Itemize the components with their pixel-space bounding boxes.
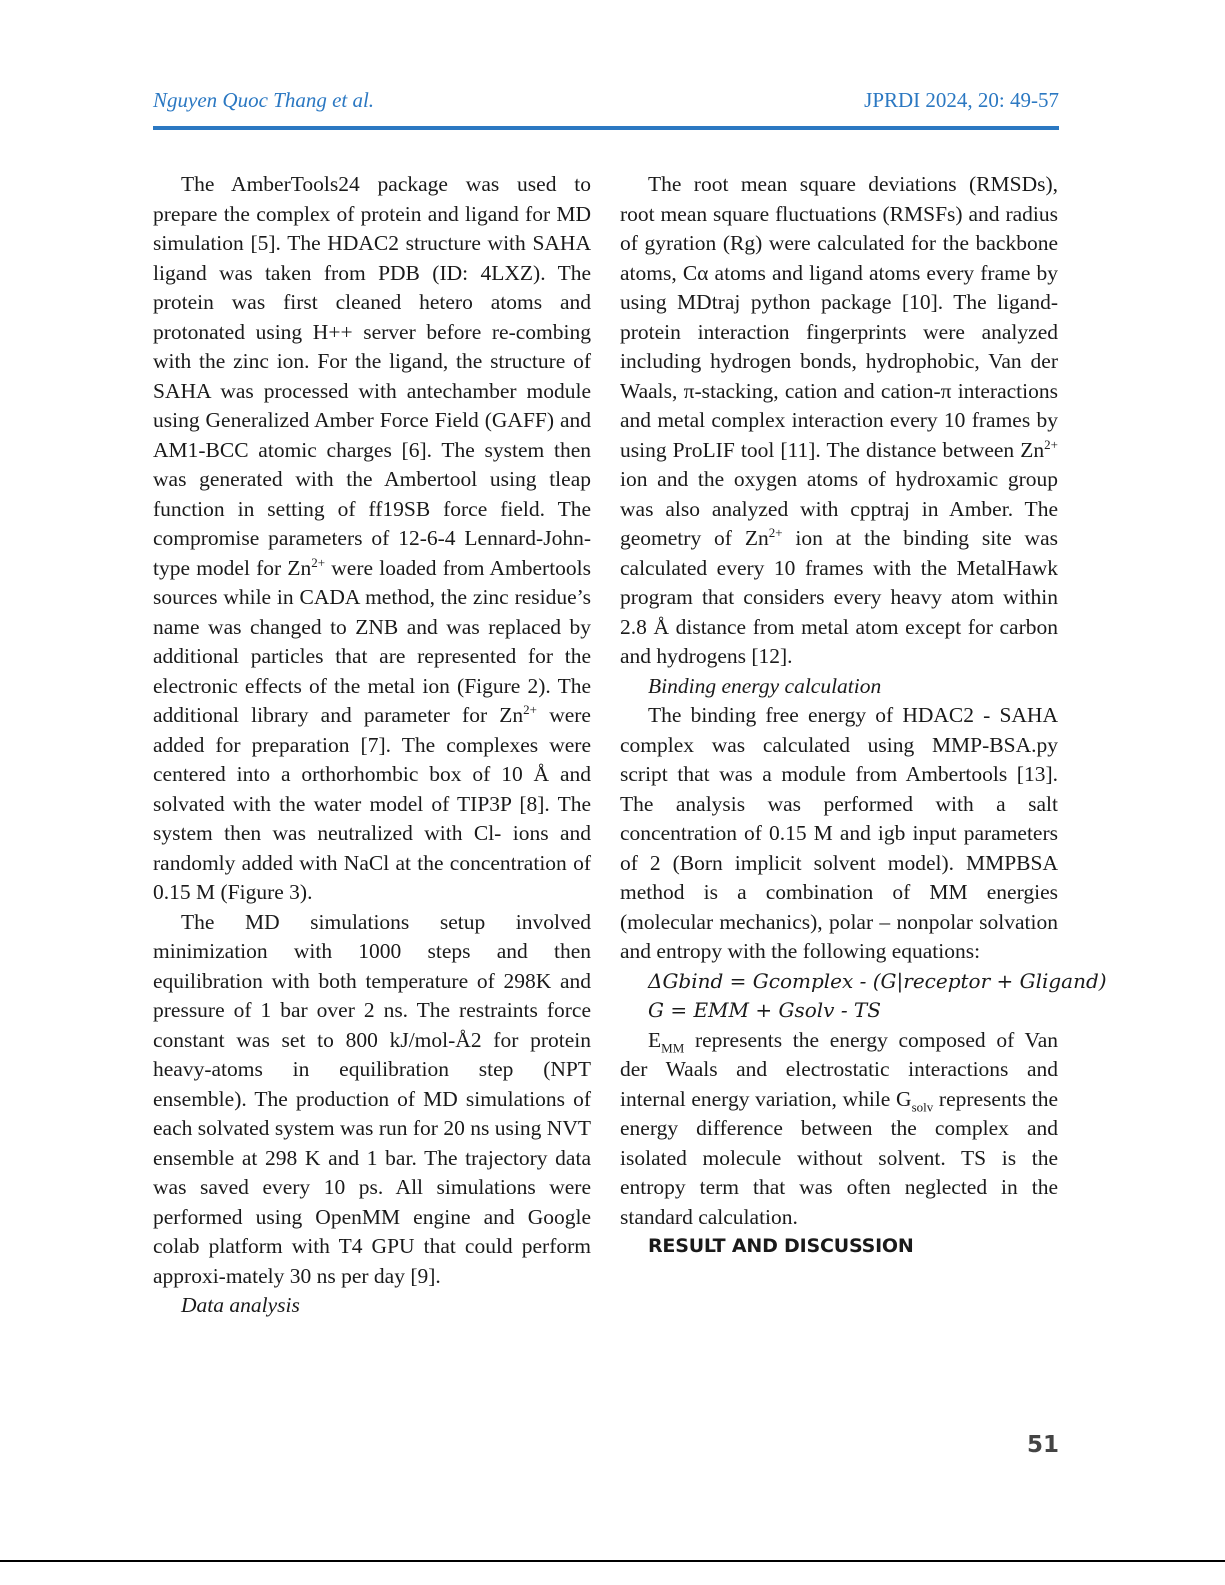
paragraph-terms: $E_{MM}$ represents the energy composed of Van der Waals and electrostatic interactions and internal energy variation, while $G_{solv}$ represents the energy difference between the complex and isolated molecule without solvent. TS is the entropy term that was often neglected in the standard calculation. (620, 1027, 1059, 1229)
paragraph-preparation: The AmberTools24 package was used to prepare the complex of protein and ligand for MD simulation [5]. The HDAC2 structure with SAHA ligand was taken from PDB (ID: 4LXZ). The protein was first cleaned hetero atoms and protonated using H++ server before re-combing with the zinc ion. For the ligand, the structure of SAHA was processed with antechamber module using Generalized Amber Force Field (GAFF) and AM1-BCC atomic charges [6]. The system then was generated with the Ambertool using tleap function in setting of ff19SB force field. The compromise parameters of 12-6-4 Lennard-John-type model for $Zn^{2+}$ were loaded from Ambertools sources while in CADA method, the zinc residue’s name was changed to ZNB and was replaced by additional particles that are represented for the electronic effects of the metal ion (Figure 2). The additional library and parameter for $Zn^{2+}$ were added for preparation [7]. The complexes were centered into a orthorhombic box of 10 Å and solvated with the water model of TIP3P [8]. The system then was neutralized with Cl- ions and randomly added with NaCl at the concentration of 0.15 M (Figure 3). (153, 172, 592, 904)
running-head-authors: Nguyen Quoc Thang et al. (153, 88, 375, 112)
subheading-binding-energy: Binding energy calculation (648, 673, 882, 698)
page-number: 51 (1026, 1432, 1059, 1458)
equation-free-energy: G = EMM + Gsolv - TS (648, 998, 881, 1022)
left-column (153, 170, 591, 1321)
equation-binding-energy: ΔGbind = Gcomplex - (G|receptor + Gligand) (648, 968, 1107, 993)
paragraph-md-setup: The MD simulations setup involved minimization with 1000 steps and then equilibration with both temperature of 298K and pressure of 1 bar over 2 ns. The restraints force constant was set to 800 kJ/mol-Å2 for protein heavy-atoms in equilibration step (NPT ensemble). The production of MD simulations of each solvated system was run for 20 ns using NVT ensemble at 298 K and 1 bar. The trajectory data was saved every 10 ps. All simulations were performed using OpenMM engine and Google colab platform with T4 GPU that could perform approxi-mately 30 ns per day [9]. (153, 909, 591, 1288)
subheading-data-analysis: Data analysis (181, 1293, 300, 1317)
header-rule (153, 126, 1059, 130)
section-heading-results: RESULT AND DISCUSSION (648, 1235, 914, 1257)
paragraph-mmpbsa: The binding free energy of HDAC2 - SAHA complex was calculated using MMP-BSA.py script that was a module from Ambertools [13]. The analysis was performed with a salt concentration of 0.15 M and igb input parameters of 2 (Born implicit solvent model). MMPBSA method is a combination of MM energies (molecular mechanics), polar – nonpolar solvation and entropy with the following equations: (620, 703, 1058, 963)
right-column (620, 170, 1107, 1262)
bottom-edge-line (0, 1560, 1225, 1562)
running-head-journal: JPRDI 2024, 20: 49-57 (864, 88, 1059, 112)
paragraph-analysis: The root mean square deviations (RMSDs), root mean square fluctuations (RMSFs) and radius of gyration (Rg) were calculated for the backbone atoms, Cα atoms and ligand atoms every frame by using MDtraj python package [10]. The ligand-protein interaction fingerprints were analyzed including hydrogen bonds, hydrophobic, Van der Waals, π-stacking, cation and cation-π interactions and metal complex interaction every 10 frames by using ProLIF tool [11]. The distance between $Zn^{2+}$ ion and the oxygen atoms of hydroxamic group was also analyzed with cpptraj in Amber. The geometry of $Zn^{2+}$ ion at the binding site was calculated every 10 frames with the MetalHawk program that considers every heavy atom within 2.8 Å distance from metal atom except for carbon and hydrogens [12]. (620, 172, 1058, 668)
page-header (153, 88, 1059, 118)
